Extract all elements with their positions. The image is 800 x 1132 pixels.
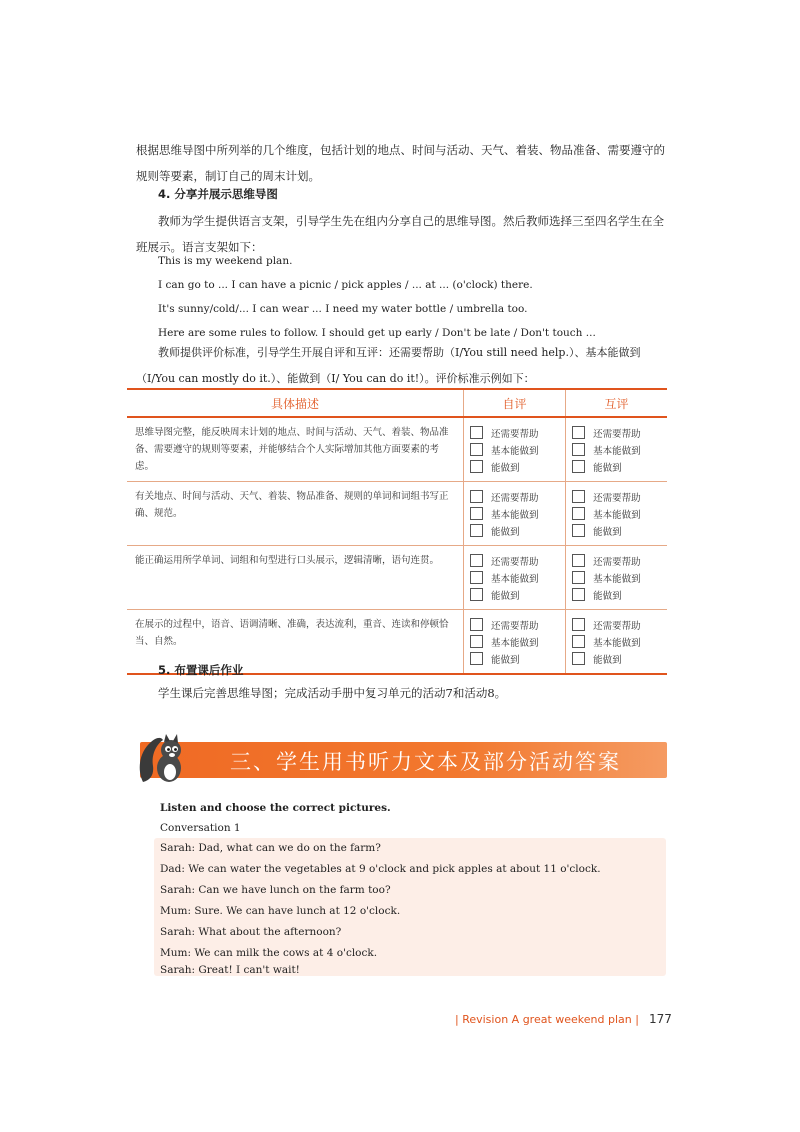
option-label: 还需要帮助 <box>593 556 641 568</box>
checkbox[interactable] <box>572 571 585 584</box>
conversation-label: Conversation 1 <box>160 822 241 834</box>
option-label: 能做到 <box>491 590 520 602</box>
peer-options <box>566 482 667 546</box>
checkbox[interactable] <box>572 507 585 520</box>
rubric-row-desc: 在展示的过程中，语音、语调清晰、准确，表达流利，重音、连读和停顿恰当、自然。 <box>127 610 464 675</box>
option-label: 基本能做到 <box>491 573 539 585</box>
rubric-row <box>127 546 667 610</box>
transcript-line: Dad: We can water the vegetables at 9 o'clock and pick apples at about 11 o'clock. <box>160 863 601 875</box>
checkbox[interactable] <box>572 490 585 503</box>
option-label: 还需要帮助 <box>593 492 641 504</box>
rubric-header-row <box>127 389 667 417</box>
rubric-table <box>127 388 667 675</box>
rubric-header-desc: 具体描述 <box>127 389 464 417</box>
checkbox[interactable] <box>470 524 483 537</box>
option-label: 能做到 <box>593 462 622 474</box>
self-options <box>464 546 566 610</box>
checkbox[interactable] <box>470 652 483 665</box>
checkbox[interactable] <box>470 571 483 584</box>
checkbox[interactable] <box>470 635 483 648</box>
checkbox[interactable] <box>470 588 483 601</box>
checkbox[interactable] <box>470 490 483 503</box>
transcript-line: Sarah: Can we have lunch on the farm too? <box>160 884 391 896</box>
checkbox[interactable] <box>572 460 585 473</box>
checkbox[interactable] <box>572 426 585 439</box>
option-label: 还需要帮助 <box>593 428 641 440</box>
option-label: 还需要帮助 <box>491 620 539 632</box>
listening-instruction: Listen and choose the correct pictures. <box>160 802 391 814</box>
option-label: 基本能做到 <box>491 637 539 649</box>
rubric-row-desc: 能正确运用所学单词、词组和句型进行口头展示，逻辑清晰，语句连贯。 <box>127 546 464 610</box>
footer-label: | Revision A great weekend plan | <box>455 1013 639 1026</box>
eval-intro: 教师提供评价标准，引导学生开展自评和互评：还需要帮助（I/You still need help.）、基本能做到（I/You can mostly do it.）、能做到（I/ You can do it!）。评价标准示例如下： <box>136 346 641 385</box>
checkbox[interactable] <box>470 443 483 456</box>
option-label: 能做到 <box>593 526 622 538</box>
rubric-row-desc: 有关地点、时间与活动、天气、着装、物品准备、规则的单词和词组书写正确、规范。 <box>127 482 464 546</box>
rubric-row <box>127 417 667 482</box>
option-label: 基本能做到 <box>593 445 641 457</box>
option-label: 还需要帮助 <box>491 492 539 504</box>
transcript-line: Sarah: What about the afternoon? <box>160 926 342 938</box>
checkbox[interactable] <box>470 426 483 439</box>
checkbox[interactable] <box>470 460 483 473</box>
transcript-line: Mum: We can milk the cows at 4 o'clock. <box>160 947 378 959</box>
checkbox[interactable] <box>470 554 483 567</box>
transcript-line: Sarah: Dad, what can we do on the farm? <box>160 842 381 854</box>
option-label: 能做到 <box>593 654 622 666</box>
section5-paragraph: 学生课后完善思维导图；完成活动手册中复习单元的活动7和活动8。 <box>158 686 507 700</box>
section5-heading: 5. 布置课后作业 <box>158 663 244 677</box>
option-label: 能做到 <box>491 654 520 666</box>
option-label: 基本能做到 <box>593 509 641 521</box>
transcript-line: Mum: Sure. We can have lunch at 12 o'clock. <box>160 905 401 917</box>
checkbox[interactable] <box>572 554 585 567</box>
option-label: 能做到 <box>593 590 622 602</box>
rubric-header-peer: 互评 <box>566 389 667 417</box>
banner-title: 三、学生用书听力文本及部分活动答案 <box>230 750 621 774</box>
checkbox[interactable] <box>572 588 585 601</box>
rubric-row <box>127 482 667 546</box>
checkbox[interactable] <box>572 524 585 537</box>
checkbox[interactable] <box>572 443 585 456</box>
frame-line-2: I can go to ... I can have a picnic / pick apples / ... at ... (o'clock) there. <box>158 279 533 291</box>
self-options <box>464 610 566 675</box>
option-label: 能做到 <box>491 526 520 538</box>
rubric-header-self: 自评 <box>464 389 566 417</box>
checkbox[interactable] <box>470 507 483 520</box>
option-label: 基本能做到 <box>491 445 539 457</box>
option-label: 还需要帮助 <box>491 556 539 568</box>
option-label: 能做到 <box>491 462 520 474</box>
intro-paragraph: 根据思维导图中所列举的几个维度，包括计划的地点、时间与活动、天气、着装、物品准备、需要遵守的规则等要素，制订自己的周末计划。 <box>136 143 665 183</box>
checkbox[interactable] <box>572 635 585 648</box>
section4-paragraph: 教师为学生提供语言支架，引导学生先在组内分享自己的思维导图。然后教师选择三至四名学生在全班展示。语言支架如下： <box>136 214 664 254</box>
transcript-line: Sarah: Great! I can't wait! <box>160 964 300 976</box>
page-number: 177 <box>648 1012 672 1026</box>
checkbox[interactable] <box>470 618 483 631</box>
peer-options <box>566 417 667 482</box>
frame-line-3: It's sunny/cold/... I can wear ... I need my water bottle / umbrella too. <box>158 303 528 315</box>
frame-line-1: This is my weekend plan. <box>158 255 293 267</box>
checkbox[interactable] <box>572 618 585 631</box>
section4-heading: 4. 分享并展示思维导图 <box>158 187 278 201</box>
peer-options <box>566 610 667 675</box>
peer-options <box>566 546 667 610</box>
rubric-row-desc: 思维导图完整，能反映周末计划的地点、时间与活动、天气、着装、物品准备、需要遵守的规则等要素，并能够结合个人实际增加其他方面要素的考虑。 <box>127 417 464 482</box>
option-label: 基本能做到 <box>593 573 641 585</box>
self-options <box>464 482 566 546</box>
page-footer <box>455 1012 672 1026</box>
option-label: 基本能做到 <box>593 637 641 649</box>
option-label: 还需要帮助 <box>491 428 539 440</box>
self-options <box>464 417 566 482</box>
frame-line-4: Here are some rules to follow. I should get up early / Don't be late / Don't touch ... <box>158 327 596 339</box>
squirrel-mascot-icon <box>135 732 191 784</box>
option-label: 基本能做到 <box>491 509 539 521</box>
option-label: 还需要帮助 <box>593 620 641 632</box>
checkbox[interactable] <box>572 652 585 665</box>
